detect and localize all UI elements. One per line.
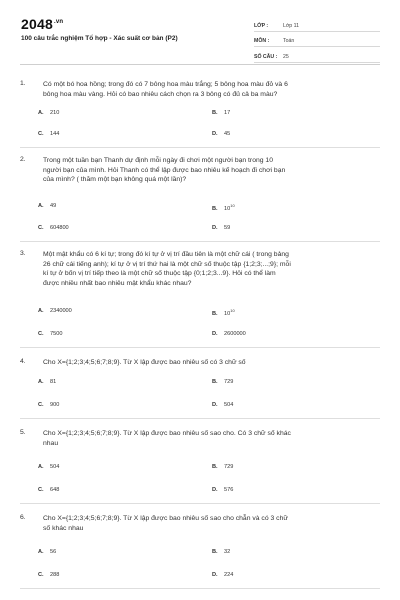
question-text <box>43 156 382 185</box>
question-line: Một mật khẩu có 6 kí tự; trong đó kí tự ở vị trí đầu tiên là một chữ cái ( trong bảng <box>43 251 289 258</box>
answer-option[interactable] <box>38 487 59 493</box>
answer-option[interactable] <box>212 308 235 317</box>
question-block <box>20 80 382 102</box>
question-line: được nhiều nhất bao nhiêu mật khẩu khác nhau? <box>43 279 192 287</box>
answer-option[interactable] <box>38 308 72 314</box>
question-line: kí tự ở bốn vị trí tiếp theo là một chữ số thuộc tập {0;1;2;3...9}. Hỏi có thể làm <box>43 270 276 278</box>
option-label: B. <box>212 549 218 555</box>
option-label: D. <box>212 402 218 408</box>
option-label: C. <box>38 402 44 408</box>
option-value: 648 <box>50 487 60 493</box>
question-divider <box>20 347 380 348</box>
option-label: C. <box>38 487 44 493</box>
meta-row-count <box>254 47 380 63</box>
meta-value: Toán <box>283 38 295 44</box>
question-number: 5. <box>20 429 26 436</box>
question-text <box>43 80 382 99</box>
question-block <box>20 429 382 451</box>
answer-option[interactable] <box>38 572 59 578</box>
option-value: 900 <box>50 402 60 408</box>
answer-option[interactable] <box>212 464 233 470</box>
option-label: C. <box>38 225 44 231</box>
question-block <box>20 514 382 536</box>
answer-option[interactable] <box>212 402 233 408</box>
option-value: 729 <box>224 379 234 385</box>
document-title: 100 câu trắc nghiệm Tổ hợp - Xác suất cơ bản (P2) <box>21 35 178 42</box>
option-value: 59 <box>224 225 231 231</box>
question-number: 4. <box>20 358 26 365</box>
question-number: 1. <box>20 80 26 87</box>
question-number: 2. <box>20 156 26 163</box>
question-text <box>43 429 382 448</box>
question-block <box>20 358 382 370</box>
option-label: C. <box>38 331 44 337</box>
option-label: B. <box>212 205 218 212</box>
option-value: 49 <box>50 203 57 209</box>
meta-info-block <box>254 16 380 63</box>
header-divider <box>20 64 380 65</box>
meta-key: MÔN : <box>254 38 270 44</box>
option-label: D. <box>212 331 218 337</box>
option-value: 2340000 <box>50 308 72 314</box>
question-line: bông hoa màu vàng. Hỏi có bao nhiêu cách chọn ra 3 bông có đủ cả ba màu? <box>43 90 278 98</box>
question-line: Có một bó hoa hồng; trong đó có 7 bông hoa màu trắng; 5 bông hoa màu đỏ và 6 <box>43 81 288 88</box>
option-label: B. <box>212 379 218 385</box>
answer-option[interactable] <box>38 110 59 116</box>
question-text <box>43 358 382 368</box>
question-line: Cho X={1;2;3;4;5;6;7;8;9}. Từ X lập được bao nhiêu số sao cho. Có 3 chữ số khác <box>43 430 291 437</box>
meta-row-class <box>254 16 380 32</box>
option-label: D. <box>212 487 218 493</box>
question-line: Trong một tuần bạn Thanh dự định mỗi ngày đi chơi một người bạn trong 10 <box>43 157 273 164</box>
option-label: B. <box>212 110 218 116</box>
answer-option[interactable] <box>212 225 230 231</box>
meta-value: 25 <box>283 53 289 60</box>
question-line: nhau <box>43 439 59 447</box>
option-label: A. <box>38 110 44 116</box>
logo-suffix: .vn <box>53 19 64 26</box>
answer-option[interactable] <box>38 331 62 337</box>
question-block <box>20 156 382 188</box>
option-label: C. <box>38 572 44 578</box>
question-divider <box>20 418 380 419</box>
option-value: 81 <box>50 379 57 385</box>
option-value: 32 <box>224 549 231 555</box>
option-value: 2600000 <box>224 331 246 337</box>
option-value: 504 <box>50 464 60 470</box>
question-divider <box>20 588 380 589</box>
option-value: 224 <box>224 572 234 578</box>
option-label: A. <box>38 379 44 385</box>
option-value: 604800 <box>50 225 69 231</box>
option-value: 729 <box>224 464 234 470</box>
question-number: 6. <box>20 514 26 521</box>
option-value: 576 <box>224 487 234 493</box>
option-label: C. <box>38 131 44 137</box>
option-value: 144 <box>50 131 60 137</box>
answer-option[interactable] <box>212 331 246 337</box>
question-text <box>43 250 382 288</box>
option-value: 7500 <box>50 331 63 337</box>
option-value: 56 <box>50 549 57 555</box>
answer-option[interactable] <box>212 131 230 137</box>
option-value: 10 <box>224 310 231 317</box>
question-line: Cho X={1;2;3;4;5;6;7;8;9}. Từ X lập được bao nhiêu số có 3 chữ số <box>43 359 246 366</box>
answer-option[interactable] <box>212 549 230 555</box>
logo-main: 2048 <box>21 16 53 32</box>
option-label: A. <box>38 549 44 555</box>
answer-option[interactable] <box>212 487 233 493</box>
answer-option[interactable] <box>38 203 56 209</box>
option-value: 45 <box>224 131 231 137</box>
question-line: của mình? ( thăm một bạn không quá một lần)? <box>43 176 187 184</box>
meta-key: LỚP : <box>254 22 269 29</box>
answer-option[interactable] <box>212 110 230 116</box>
question-line: người bạn của mình. Hỏi Thanh có thể lập được bao nhiêu kế hoạch đi chơi bạn <box>43 166 286 174</box>
answer-option[interactable] <box>38 464 59 470</box>
option-exponent: 10 <box>230 308 235 313</box>
option-value: 504 <box>224 402 234 408</box>
option-label: D. <box>212 225 218 231</box>
question-divider <box>20 503 380 504</box>
question-line: số khác nhau <box>43 524 84 532</box>
option-label: B. <box>212 464 218 470</box>
meta-value: Lớp 11 <box>283 22 299 29</box>
answer-option[interactable] <box>212 572 233 578</box>
answer-option[interactable] <box>38 402 59 408</box>
option-label: B. <box>212 310 218 317</box>
answer-option[interactable] <box>38 225 69 231</box>
question-number: 3. <box>20 250 26 257</box>
question-line: Cho X={1;2;3;4;5;6;7;8;9}. Từ X lập được bao nhiêu số sao cho chẵn và có 3 chữ <box>43 515 288 522</box>
option-label: A. <box>38 308 44 314</box>
option-value: 210 <box>50 110 60 116</box>
option-value: 288 <box>50 572 60 578</box>
option-value: 17 <box>224 110 231 116</box>
question-line: 26 chữ cái tiếng anh); kí tự ở vị trí thứ hai là một chữ số thuộc tập {1;2;3;...;9}; mỗi <box>43 260 291 268</box>
option-label: A. <box>38 203 44 209</box>
option-exponent: 10 <box>230 203 235 208</box>
answer-option[interactable] <box>38 549 56 555</box>
answer-option[interactable] <box>212 379 233 385</box>
meta-row-subject <box>254 32 380 48</box>
option-label: A. <box>38 464 44 470</box>
question-divider <box>20 147 380 148</box>
question-divider <box>20 241 380 242</box>
answer-option[interactable] <box>38 131 59 137</box>
meta-key: SỐ CÂU : <box>254 53 278 60</box>
option-value: 10 <box>224 205 231 212</box>
answer-option[interactable] <box>212 203 235 212</box>
question-block <box>20 250 382 292</box>
option-label: D. <box>212 131 218 137</box>
site-logo[interactable] <box>21 16 63 32</box>
answer-option[interactable] <box>38 379 56 385</box>
question-text <box>43 514 382 533</box>
option-label: D. <box>212 572 218 578</box>
